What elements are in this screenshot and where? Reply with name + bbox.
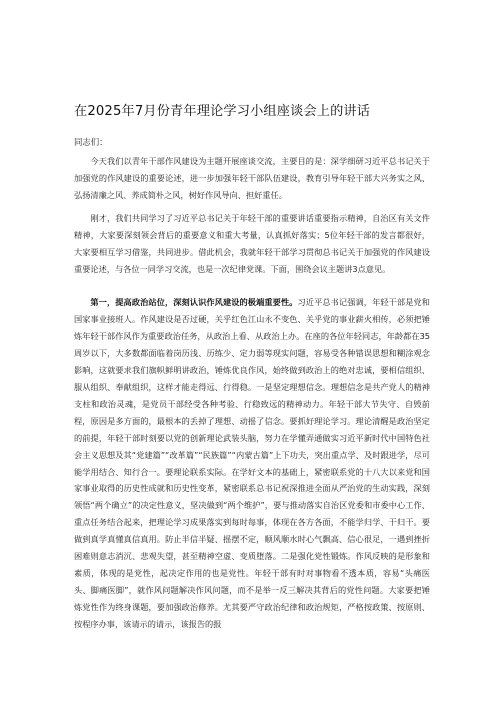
paragraph-text: 习近平总书记强调，年轻干部是党和国家事业接班人。作风建设是否过硬，关乎红色江山永不变色、关乎党的事业薪火相传，必须把锤炼年轻干部作风作为重要政治任务，从政治上看、从政治上办。在座的各位年轻同志，年龄都在35周岁以下，大多数都面临着岗历浅、历练少、定力弱等现实问题，容易受各种错误思想和糊涂观念影响，这就要求我们旗帜鲜明讲政治，锤炼优良作风，始终做到政治上的绝对忠诚，要相信组织、服从组织、奉献组织，这样才能走得远、行得稳。一是坚定理想信念。理想信念是共产党人的精神支柱和政治灵魂，是党员干部经受各种考验、行稳致远的精神动力。年轻干部大节失守、自毁前程，原因是多方面的，最根本的丢掉了理想、动摇了信念。要抓好理论学习。理论清醒是政治坚定的前提，年轻干部时刻要以党的创新理论武装头脑，努力在学懂弄通做实习近平新时代中国特色社会主义思想及其“党建篇”“改革篇”“民族篇”“内蒙古篇”上下功夫，突出重点学、及时跟进学，尽可能学用结合、知行合一。要理论联系实际。在学好文本的基础上，紧密联系党的十八大以来党和国家事业取得的历史性成就和历史性变革，紧密联系总书记祝深推进全面从严治党的生动实践，深刻领悟“两个确立”的决定性意义，坚决做到“两个维护”，要与推动落实自治区党委和市委中心工作、重点任务结合起来，把理论学习成果落实到每时每事，体现在各方各面，不能学归学、干归干。要做到真学真懂真信真用。防止半信半疑、摇摆不定，顺风顺水时心气飘高、信心很足，一遇到挫折困难则意志消沉、悲观失望，甚至精神空虚、变质堕落。二是强化党性锻炼。作风反映的是形象和素质，体现的是党性，起决定作用的也是党性。年轻干部有时对事物看不透本质，容易“头痛医头、脚痛医脚”，就作风问题解决作风问题，而不是举一反三解决其背后的党性问题。大家要把锤炼党性作为终身课题，要加强政治修养。尤其要严守政治纪律和政治规矩，严格按政策、按原则、按程序办事，该请示的请示，该报告的报: [74, 297, 430, 630]
paragraph-lead-heading: 第一，提高政治站位，深刻认识作风建设的极端重要性。: [90, 297, 298, 307]
document-page: [74, 0, 430, 707]
paragraph-point-one: [74, 294, 430, 633]
paragraph-context: [74, 210, 430, 278]
paragraph-text: 今天我们以青年干部作风建设为主题开展座谈交流，主要目的是：深学细研习近平总书记关于加强党的作风建设的重要论述，进一步加强年轻干部队伍建设，教育引导年轻干部大兴务实之风、弘扬清廉之风、养成简朴之风，树好作风导向、担好重任。: [74, 156, 430, 200]
page-title: 在2025年7月份青年理论学习小组座谈会上的讲话: [74, 104, 371, 119]
salutation: 同志们：: [74, 137, 108, 147]
paragraph-intro: [74, 153, 430, 204]
paragraph-text: 刚才，我们共同学习了习近平总书记关于年轻干部的重要讲话重要指示精神，自治区有关文件精神，大家要深刻领会背后的重要意义和重大考量，认真抓好落实；5位年轻干部的发言都很好，大家要相互学习借鉴，共同进步。借此机会，我就年轻干部学习贯彻总书记关于加强党的作风建设重要论述，与各位一同学习交流，也是一次纪律党课。下面，围绕会议主题讲3点意见。: [74, 213, 430, 274]
